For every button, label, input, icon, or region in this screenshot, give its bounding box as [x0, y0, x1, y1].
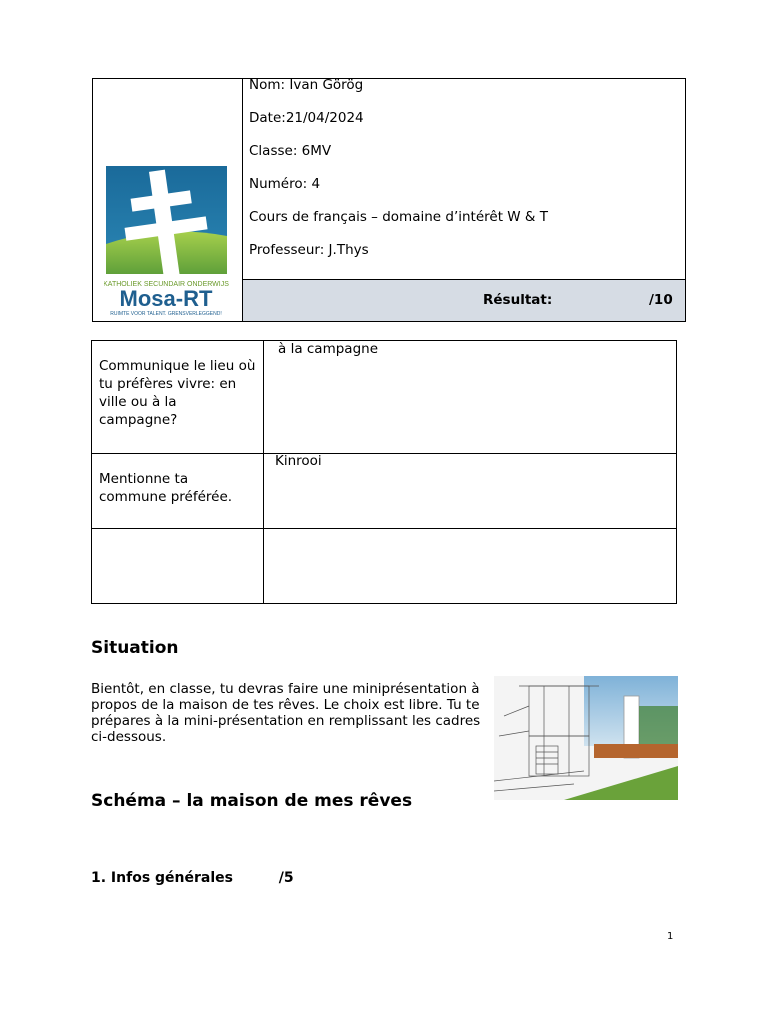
- section-1-score: /5: [278, 870, 294, 886]
- student-number: Numéro: 4: [249, 176, 321, 192]
- situation-heading: Situation: [91, 638, 179, 658]
- logo-tagline-bottom: RUIMTE VOOR TALENT. GRENSVERLEGGEND!: [110, 311, 222, 317]
- schema-heading: Schéma – la maison de mes rêves: [91, 791, 413, 811]
- class: Classe: 6MV: [249, 143, 332, 159]
- question-prompt-2: Mentionne ta commune préférée.: [99, 471, 233, 505]
- column-divider: [263, 341, 264, 603]
- row-divider: [92, 528, 676, 529]
- result-cell: [243, 279, 685, 321]
- situation-text: Bientôt, en classe, tu devras faire une miniprésentation à propos de la maison de tes rêves. Le choix est libre. Tu te prépares à la mini-présentation en remplissant les cadres ci-dessous.: [91, 681, 481, 745]
- logo-tagline-top: KATHOLIEK SECUNDAIR ONDERWIJS: [104, 281, 229, 288]
- school-logo: [104, 166, 229, 318]
- house-sketch-image: [494, 676, 678, 800]
- date: Date:21/04/2024: [249, 110, 364, 126]
- section-1-label: 1. Infos générales: [91, 870, 233, 886]
- question-table: [91, 340, 677, 604]
- logo-name: Mosa-RT: [119, 286, 213, 311]
- section-1-heading: [91, 870, 294, 886]
- student-info-cell: [243, 79, 685, 279]
- course: Cours de français – domaine d’intérêt W & T: [249, 209, 548, 225]
- answer-field-1[interactable]: à la campagne: [278, 341, 378, 357]
- header-table: [92, 78, 686, 322]
- result-score: /10: [649, 292, 673, 308]
- student-name: Nom: Ivan Görög: [249, 77, 364, 93]
- question-prompt-1: Communique le lieu où tu préfères vivre: en ville ou à la campagne?: [99, 358, 256, 428]
- row-divider: [92, 453, 676, 454]
- result-label: Résultat:: [483, 292, 553, 308]
- logo-cell: [93, 79, 243, 321]
- answer-field-2[interactable]: Kinrooi: [275, 453, 322, 469]
- logo-emblem-icon: [104, 166, 229, 318]
- teacher: Professeur: J.Thys: [249, 242, 369, 258]
- answer-field-3[interactable]: [275, 531, 655, 599]
- page-number: 1: [667, 931, 674, 942]
